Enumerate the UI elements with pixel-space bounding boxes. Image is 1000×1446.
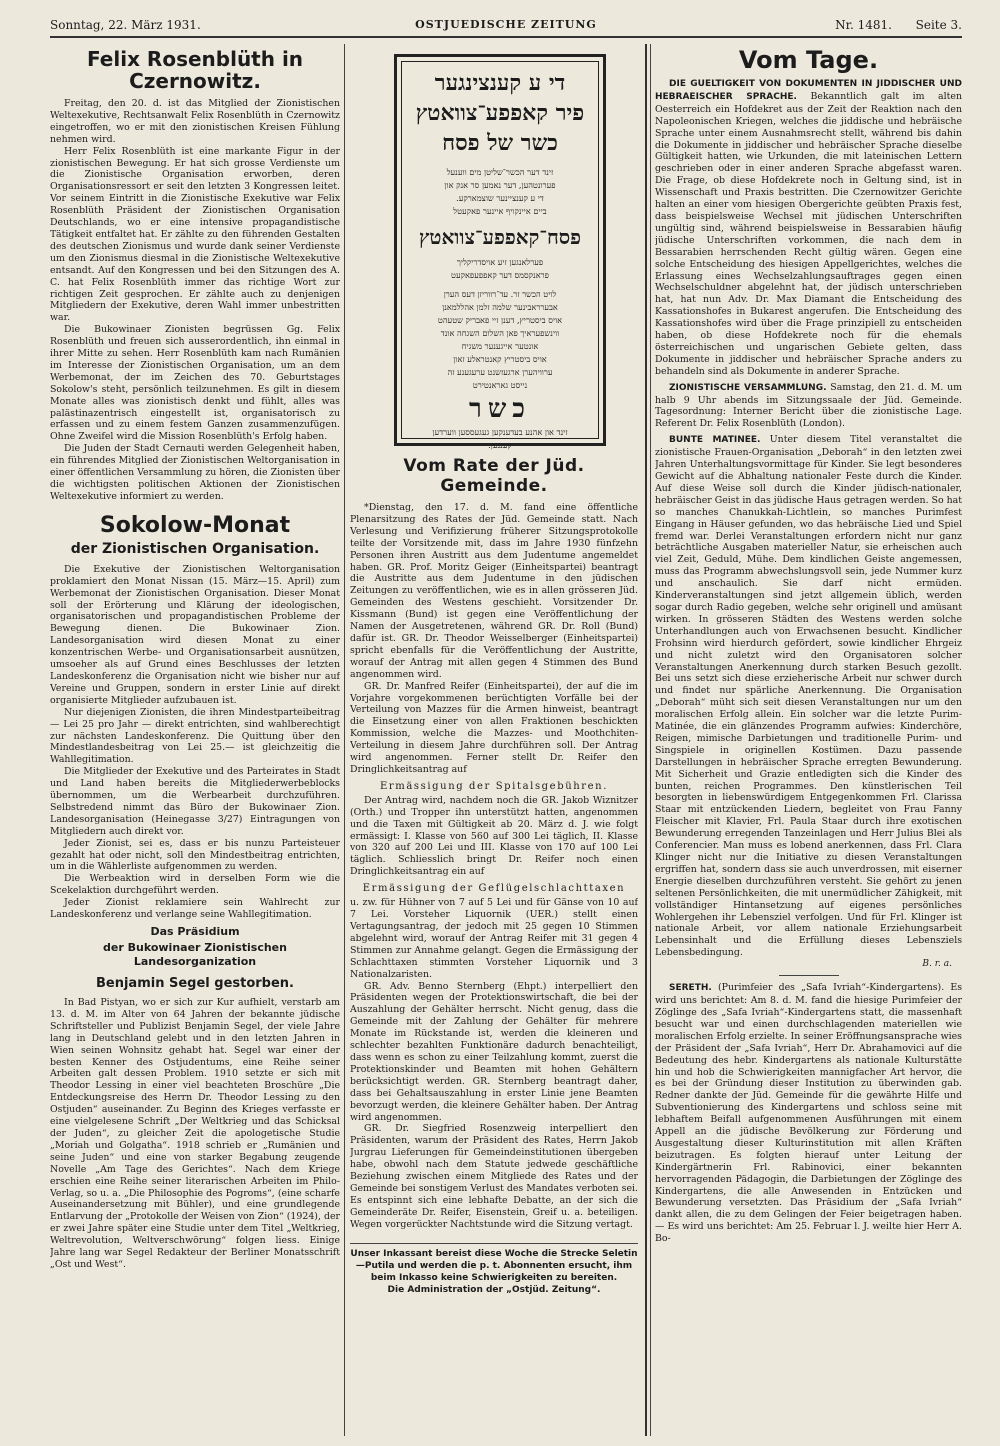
article-runin-heading: BUNTE MATINEE. xyxy=(669,435,761,446)
article-paragraph: Jeder Zionist reklamiere sein Wahlrecht zur Landeskonferenz und verlange seine Wahllegitimation. xyxy=(50,897,340,921)
column-rule xyxy=(650,44,651,1436)
signature-organization: der Bukowinaer Zionistischen Landesorganization xyxy=(103,941,287,968)
issue-number: Nr. 1481. xyxy=(835,18,892,32)
ad-text: די ע קענציינער שוצמארקע. xyxy=(456,193,544,203)
ad-text: זינד דער הכשר־שליטן מים ווענעל xyxy=(446,167,554,177)
article-paragraph: GR. Dr. Manfred Reifer (Einheitspartei), der auf die im Vorjahre vorgekommenen berüchtigten Vorfälle bei der Verteilung von Mazzes für die Armen hinweist, beantragt die Einsetzung einer von allen Fraktionen beschickten Kommission, welche die Mazzes- und Moothchiten-Verteilung in diesem Jahre durchführen soll. Der Antrag wird angenommen. Ferner stellt Dr. Reifer den Dringlichkeitsantrag auf xyxy=(350,680,638,775)
article-title-felix: Felix Rosenblüth in Czernowitz. xyxy=(86,47,304,93)
ad-text: קעננען. xyxy=(488,440,512,450)
article-runin-heading: SERETH. xyxy=(669,983,712,994)
article-paragraph: Herr Felix Rosenblüth ist eine markante Figur in der zionistischen Bewegung. Er hat sich grosse Verdienste um die Zionistische Organisation erworben, deren Organisationsressort er seit den letzten 3 Kongressen leitet. Vor seinem Eintritt in die Zionistische Exekutive war Felix Rosenblüth Präsident der Zionistischen Organisation Deutschlands, wo er eine intensive propagandistische Tätigkeit entfaltet hat. Er zählte zu den führenden Gestalten des deutschen Zionismus und wurde dank seiner Verdienste um den Zionismus diesmal in die Zionistische Weltexekutive entsandt. Auf den Kongressen und bei den Sitzungen des A. C. hat Felix Rosenblüth immer das richtige Wort zur richtigen Zeit gesprochen. Er zählte auch zu denjenigen Mitgliedern der Exekutive, deren Wahl immer unbestritten war. xyxy=(50,145,340,324)
article-paragraph: Die Mitglieder der Exekutive und des Parteirates in Stadt und Land haben bereits die Mitgliederwerbeblocks übernommen, um die Werbearbeit durchzuführen. Selbstredend nimmt das Büro der Bukowinaer Zion. Landesorganisation (Heinegasse 3/27) Eintragungen von Mitgliedern auch direkt vor. xyxy=(50,766,340,837)
advertisement-frame xyxy=(401,61,599,450)
article-paragraph: In Bad Pistyan, wo er sich zur Kur aufhielt, verstarb am 13. d. M. im Alter von 64 Jahren der bekannte jüdische Schriftsteller und Publizist Benjamin Segel, der viele Jahre lang in Deutschland gelebt und in den letzten Jahren in Wien seinen Wohnsitz gehabt hat. Segel war einer der besten Kenner des Ostjudentums, eine Reihe seiner Arbeiten galt dessen Problem. 1910 setzte er sich mit Theodor Lessing in einer viel beachteten Broschüre „Die Entdeckungsreise des Herrn Dr. Theodor Lessing zu den Ostjuden“ auseinander. Zu Beginn des Krieges verfasste er eine vielgelesene Schrift „Der Weltkrieg und das Schicksal der Juden“, zu gleicher Zeit die apologetische Studie „Moriah und Golgatha“. 1918 schrieb er „Rumänien und seine Juden“ und eine von starker Begabung zeugende Novelle „Am Tage des Gerichtes“. Nach dem Kriege erschien eine Reihe seiner literarischen Arbeiten im Philo-Verlag, so u. a. „Die Philosophie des Pogroms“, (eine scharfe Auseinandersetzung mit Bühler), und eine grundlegende Entlarvung der „Protokolle der Weisen von Zion“ (1924), der er zwei Jahre später eine Studie unter dem Titel „Weltkrieg, Weltrevolution, Weltverschwörung“ folgen liess. Einige Jahre lang war Segel Redakteur der Berliner Monatsschrift „Ost und West“. xyxy=(50,997,340,1270)
article-paragraph xyxy=(655,78,962,378)
article-paragraph xyxy=(655,434,962,959)
notice-text: Unser Inkassant bereist diese Woche die Strecke Seletin—Putila und werden die p. t. Abonnenten ersucht, ihm beim Inkasso keine Schwierigkeiten zu bereiten. xyxy=(350,1248,638,1283)
article-paragraph: Freitag, den 20. d. ist das Mitglied der Zionistischen Weltexekutive, Rechtsanwalt Felix Rosenblüth in Czernowitz eingetroffen, wo er mit den zionistischen Kreisen Fühlung nehmen wird. xyxy=(50,98,340,145)
article-subtitle-sokolow: der Zionistischen Organisation. xyxy=(70,540,320,557)
article-paragraph: Nur diejenigen Zionisten, die ihren Mindestparteibeitrag — Lei 25 pro Jahr — direkt entrichten, sind wahlberechtigt zur nächsten Landeskonferenz. Die Quittung über den Mindestlandesbeitrag von Lei 25.— ist gleichzeitig die Wahllegitimation. xyxy=(50,706,340,766)
article-paragraph xyxy=(655,982,962,1245)
article-paragraph: GR. Dr. Siegfried Rosenzweig interpelliert den Präsidenten, warum der Präsident des Rates, Herrn Jakob Jurgrau Lieferungen für Gemeindeinstitutionen übergeben habe, obwohl nach dem Statute jedwede geschäftliche Beziehung zwischen einem Mitgliede des Rates und der Gemeinde bei sonstigem Verlust des Mandates verboten sei. Es entspinnt sich eine lebhafte Debatte, an der sich die Gemeinderäte Dr. Reifer, Eisenstein, Greif u. a. beteiligen. Wegen vorgerückter Nachtstunde wird die Sitzung vertagt. xyxy=(350,1123,638,1230)
article-title-sokolow: Sokolow-Monat xyxy=(99,512,291,538)
article-text: Unter diesem Titel veranstaltet die zionistische Frauen-Organisation „Deborah“ in den letzten zwei Jahren Unterhaltungsvormittage für Kinder. Sie legt besonderes Gewicht auf die Abhaltung nationaler Feste durch die Kinder. Auf diese Weise soll durch die Kinder jüdisch-nationaler, hebräischer Geist in das jüdische Haus getragen werden. So hat so manches Chanukkah-Lichtlein, so manches Purimfest Eingang in Häuser gefunden, wo das hebräische Lied und Spiel fremd war. Derlei Veranstaltungen erfordern nicht nur ganz beträchtliche Ausgaben materieller Natur, sie erheischen auch viel Zeit, Geduld, Mühe. Dem kindlichen Geiste angemessen, muss das Programm abwechslungsvoll sein, jede Nummer kurz und anschaulich. Sie darf nicht ermüden. Kinderveranstaltungen sind jetzt allgemein üblich, werden sogar durch Radio gegeben, welche sehr originell und amüsant wirken. In grösseren Städten des Westens werden solche Unterhandlungen auch von Erwachsenen besucht. Kindlicher Frohsinn wird hierdurch gefördert, sowie kindlicher Ehrgeiz und nicht zuletzt wird den Organisatoren solcher Veranstaltungen Anerkennung durch starken Besuch gezollt. Bei uns setzt sich diese erzieherische Arbeit nur schwer durch und findet nur spärliche Anerkennung. Die Organisation „Deborah“ müht sich seit diesen Veranstaltungen nur um den moralischen Erfolg allein. Ein solcher war die letzte Purim-Matinée, die ein glänzendes Programm aufwies: Kinderchöre, Reigen, mimische Darbietungen und traditionelle Purim- und Singspiele in originellen Kostümen. Dazu passende Darstellungen in hebräischer Sprache erregten Bewunderung. Mit Sicherheit und Grazie entledigten sich die Kinder des bunten, reichen Programmes. Den künstlerischen Teil besorgten in liebenswürdigem Entgegenkommen Frl. Clarissa Staar mit entzückenden Liedern, begleitet von Frau Fanny Fleischer mit Klavier, Frl. Paula Staar durch ihre exotischen Bewunderung erregenden Tanzeinlagen und Herr Julius Blei als Conferencier. Man muss es lobend anerkennen, dass Frl. Clara Klinger nicht nur die Initiative zu diesen Veranstaltungen ergriffen hat, sondern dass sie auch unverdrossen, mit eiserner Energie dieselben durchzuführen versteht. Sie gehört zu jenen seltenen Persönlichkeiten, die mit unermüdlicher Zähigkeit, mit vollständiger Hintansetzung auf eigenes persönliches Wohlergehen ihr Lebensziel verfolgen. Und für Frl. Klinger ist nationale Arbeit, vor allem nationale Erziehungsarbeit Lebensinhalt und die Erfüllung dieses Lebensziels Lebensbedingung. xyxy=(655,434,962,959)
article-text: (Purimfeier des „Safa Ivriah“-Kindergartens). Es wird uns berichtet: Am 8. d. M. fand die hiesige Purimfeier der Zöglinge des „Safa Ivriah“-Kindergartens statt, die massenhaft besucht war und einen durchschlagenden materiellen wie moralischen Erfolg erzielte. In seiner Eröffnungsansprache wies der Präsident der „Safa Ivriah“, Herr Dr. Abrahamovici auf die Bedeutung des hebr. Kindergartens als nationale Kulturstätte hin und hob die Schwierigkeiten mannigfacher Art hervor, die es bei der Gründung dieser Institution zu überwinden gab. Redner dankte der Jüd. Gemeinde für die gewährte Hilfe und Subventionierung des Kindergartens und schloss seine mit lebhaftem Beifall aufgenommenen Ausführungen mit einem Appell an die jüdische Bevölkerung zur Förderung und Ausgestaltung dieser Kulturinstitution mit allen Kräften beizutragen. Es folgten hierauf unter Leitung der Kindergärtnerin Frl. Rabinovici, einer bekannten hervorragenden Pädagogin, die Darbietungen der Zöglinge des Kindergartens, die alle Anwesenden in Entzücken und Bewunderung versetzten. Das Präsidium der „Safa Ivriah“ dankt allen, die zu dem Gelingen der Feier beigetragen haben. — Es wird uns berichtet: Am 25. Februar l. J. weilte hier Herr A. Bo- xyxy=(655,982,962,1245)
ad-text: אבערראבינער שלמה זלמן אהללמאנן xyxy=(442,302,558,312)
article-subheading: Ermässigung der Spitalsgebühren. xyxy=(379,780,608,792)
ad-text: פערונטהען, דער נאמען סר אנק און xyxy=(444,180,556,190)
signature-presidium: Das Präsidium xyxy=(150,925,240,938)
ad-text: אויס ביסטריץ, דענן זיי פאבריק שטעהט xyxy=(437,315,563,325)
article-paragraph: Die Exekutive der Zionistischen Weltorganisation proklamiert den Monat Nissan (15. März—15. April) zum Werbemonat der Zionistischen Organisation. Dieser Monat soll der Erörterung und Klärung der ideologischen, organisatorischen und propagandistischen Probleme der Bewegung dienen. Die Bukowinaer Zion. Landesorganisation wird diesen Monat zu einer konzentrischen Werbe- und Organisationsarbeit ausnützen, umsoeher als auf Grund eines Beschlusses der letzten Landeskonferenz die Organisation nicht wie bisher nur auf Vereine und Gruppen, sondern in erster Linie auf direkt organisierte Mitglieder aufzubauen ist. xyxy=(50,563,340,706)
masthead xyxy=(50,18,962,38)
article-paragraph xyxy=(655,382,962,431)
column-left xyxy=(50,44,340,1439)
advertisement-coffee xyxy=(394,54,606,450)
divider xyxy=(779,975,839,976)
ad-text: פראנקסמס דער קאפפעפאקעט xyxy=(451,270,549,280)
article-paragraph: Der Antrag wird, nachdem noch die GR. Jakob Wiznitzer (Orth.) und Tropper ihn unterstützt hatten, angenommen und die Taxen mit Gültigkeit ab 20. März d. J. wie folgt ermässigt: I. Klasse von 560 auf 300 Lei täglich, II. Klasse von 320 auf 200 Lei und III. Klasse von 170 auf 100 Lei täglich. Schliesslich bringt Dr. Reifer noch einen Dringlichkeitsantrag ein auf xyxy=(350,794,638,878)
ad-headline: כשר של פסח xyxy=(442,130,558,156)
column-rule xyxy=(645,44,647,1436)
administration-notice xyxy=(350,1243,638,1296)
column-rule xyxy=(344,44,345,1436)
article-title-segel: Benjamin Segel gestorben. xyxy=(95,976,294,991)
ad-headline: פיר קאפפע־צוואטץ xyxy=(415,100,585,126)
ad-text: לויט הכשר זר. עד־רווריזן דעס הערן xyxy=(443,289,557,299)
ad-text: אויס ביסטריץ קאנטראלע זאון xyxy=(453,354,547,364)
column-middle xyxy=(350,44,638,1439)
ad-text: זינד און אהנע בעדענקען געגעססען ווערדען xyxy=(432,427,568,437)
article-paragraph: Die Juden der Stadt Cernauti werden Gelegenheit haben, ein führendes Mitglied der Zionistischen Weltorganisation in einer öffentlichen Versammlung zu hören, die Zionisten über die wichtigsten politischen Aktionen der Zionistischen Weltexekutive informiert zu werden. xyxy=(50,443,340,502)
article-signature: B. r. a. xyxy=(922,959,952,970)
newspaper-name: OSTJUEDISCHE ZEITUNG xyxy=(415,18,597,31)
article-subheading: Ermässigung der Geflügelschlachttaxen xyxy=(362,883,626,895)
article-paragraph: Die Bukowinaer Zionisten begrüssen Gg. Felix Rosenblüth und freuen sich ausserordentlich, ihn einmal in ihrer Mitte zu sehen. Herr Rosenblüth kam nach Rumänien im Interesse der Zionistischen Organisation, um an dem Werbemonat, der im Zeichen des 70. Geburtstages Sokolow's steht, persönlich teilzunehmen. Es gilt in diesem Monate alles was zionistisch denkt und fühlt, alles was palästinazentrisch eingestellt ist, organisatorisch zu erfassen und zu einem festem Ganzen zusammenzufügen. Ohne Zweifel wird die Mission Rosenblüth's Erfolg haben. xyxy=(50,324,340,443)
article-text: Bekanntlich galt im alten Oesterreich ein Hofdekret aus der Zeit der Reaktion nach den Napoleonischen Kriegen, welches die jiddische und hebräische Sprache unter einem Ausnahmsrecht stellt, während bis dahin die Dokumente in jiddischer und hebräischer Sprache dieselbe Gültigkeit hatten, wie Urkunden, die mit lateinischen Lettern geschrieben oder in einer anderen Sprache abgefasst waren. Die Frage, ob diese Hofdekrete noch in Geltung sind, ist in Wissenschaft und Praxis bestritten. Die Czernowitzer Gerichte halten an einer vom hiesigen Obergerichte geübten Praxis fest, dass beispielsweise Wechsel mit jüdischen Unterschriften ungültig sind, während beispielsweise in Bessarabien häufig jüdische Unterschriften vorkommen, die nach dem in Bessarabien herrschenden Recht gültig wären. Gegen eine solche Entscheidung des hiesigen Appellgerichtes, welches die Erlassung eines Wechselzahlungsauftrages gegen einen Wechselschuldner abgelehnt hat, der jüdisch unterschrieben hat, hat nun Adv. Dr. Max Diamant die Entscheidung des Kassationshofes in Bukarest angerufen. Die Entscheidung des Kassationshofes wird über die Frage prinzipiell zu entscheiden haben, ob diese Hofdekrete noch für die ehemals österreichischen und ungarischen Gebiete gelten, dass Dokumente in jiddischer und hebräischer Sprache anders zu behandeln sind als Dokumente in anderer Sprache. xyxy=(655,90,962,377)
ad-headline: די ע קענצינגער xyxy=(434,70,566,96)
ad-text: ערוויהערן ארגעזשנט ערעגענע זה xyxy=(447,367,553,377)
article-runin-heading: ZIONISTISCHE VERSAMMLUNG. xyxy=(669,382,827,393)
ad-text: ביים איינקויף איינער פאקעטל xyxy=(453,206,547,216)
ad-text: נייסט גאראנטירט xyxy=(472,380,528,390)
column-right xyxy=(655,44,962,1439)
article-runin-heading: DIE GUELTIGKEIT VON DOKUMENTEN IN JIDDISCHER UND HEBRAEISCHER SPRACHE. xyxy=(655,79,962,102)
article-paragraph: *Dienstag, den 17. d. M. fand eine öffentliche Plenarsitzung des Rates der Jüd. Gemeinde statt. Nach Verlesung und Verifizierung früherer Sitzungsprotokolle teilte der Vorsitzende mit, dass im Jahre 1930 fünfzehn Personen ihren Austritt aus dem Judentume angemeldet haben. GR. Prof. Moritz Geiger (Einheitspartei) beantragt die Austritte aus dem Judentume in den jüdischen Zeitungen zu veröffentlichen, wie es in allen grösseren Jüd. Gemeinden des Westens geschieht. Vorsitzender Dr. Kissmann (Bund) ist gegen eine Veröffentlichung der Namen der Ausgetretenen, während GR. Dr. Roll (Bund) dafür ist. GR. Dr. Theodor Weisselberger (Einheitspartei) spricht ebenfalls für die Veröffentlichung der Austritte, worauf der Antrag mit allen gegen 4 Stimmen des Bund angenommen wird. xyxy=(350,502,638,680)
article-title-rat: Vom Rate der Jüd. Gemeinde. xyxy=(403,456,585,496)
article-paragraph: GR. Adv. Benno Sternberg (Ehpt.) interpelliert den Präsidenten wegen der Protektionswirtschaft, die bei der Auszahlung der Gehälter herrscht. Nicht genug, dass die Gemeinde mit der Zahlung der Gehälter für mehrere Monate im Rückstande ist, werden die kleineren und schlechter bezahlten Funktionäre dadurch benachteiligt, dass wenn es schon zu einer Teilzahlung kommt, zuerst die Protektionskinder und Beamten mit hohen Gehältern berücksichtigt werden. GR. Sternberg beantragt daher, dass bei Gehaltsauszahlung in erster Linie jene Beamten bevorzugt werden, die kleinere Gehälter haben. Der Antrag wird angenommen. xyxy=(350,980,638,1123)
ad-product-name: פסח־קאפפע־צוואטץ xyxy=(418,225,582,249)
ad-text: ווינשפעראיך פאן השלום השגחה אונד xyxy=(440,328,560,338)
ad-text: פערלאנגען זיע אויסדריקליך xyxy=(456,257,544,267)
section-title-vom-tage: Vom Tage. xyxy=(738,46,879,74)
ad-text: אונטער אייגענער משגיח xyxy=(461,341,539,351)
article-text: Samstag, den 21. d. M. um halb 9 Uhr abends im Sitzungssaale der Jüd. Gemeinde. Tagesordnung: Interner Bericht über die zionistische Lage. Referent Dr. Felix Rosenblüth (London). xyxy=(655,381,962,430)
article-paragraph: u. zw. für Hühner von 7 auf 5 Lei und für Gänse von 10 auf 7 Lei. Vorsteher Liquornik (UER.) stellt einen Vertagungsantrag, der jedoch mit 25 gegen 10 Stimmen abgelehnt wird, worauf der Antrag Reifer mit 31 gegen 4 Stimmen zur Annahme gelangt. Gegen die Ermässigung der Schlachttaxen stimmten Vorsteher Liquornik und 3 Nationalzaristen. xyxy=(350,897,638,980)
article-paragraph: Die Werbeaktion wird in derselben Form wie die Scekelaktion durchgeführt werden. xyxy=(50,873,340,897)
notice-signature: Die Administration der „Ostjüd. Zeitung“. xyxy=(387,1284,601,1295)
ad-kosher-mark: כשר xyxy=(469,394,531,424)
page-number: Seite 3. xyxy=(915,18,962,32)
article-paragraph: Jeder Zionist, sei es, dass er bis nunzu Parteisteuer gezahlt hat oder nicht, soll den Mindestbeitrag entrichten, um in die Wählerliste aufgenommen zu werden. xyxy=(50,837,340,873)
issue-date: Sonntag, 22. März 1931. xyxy=(50,18,201,32)
